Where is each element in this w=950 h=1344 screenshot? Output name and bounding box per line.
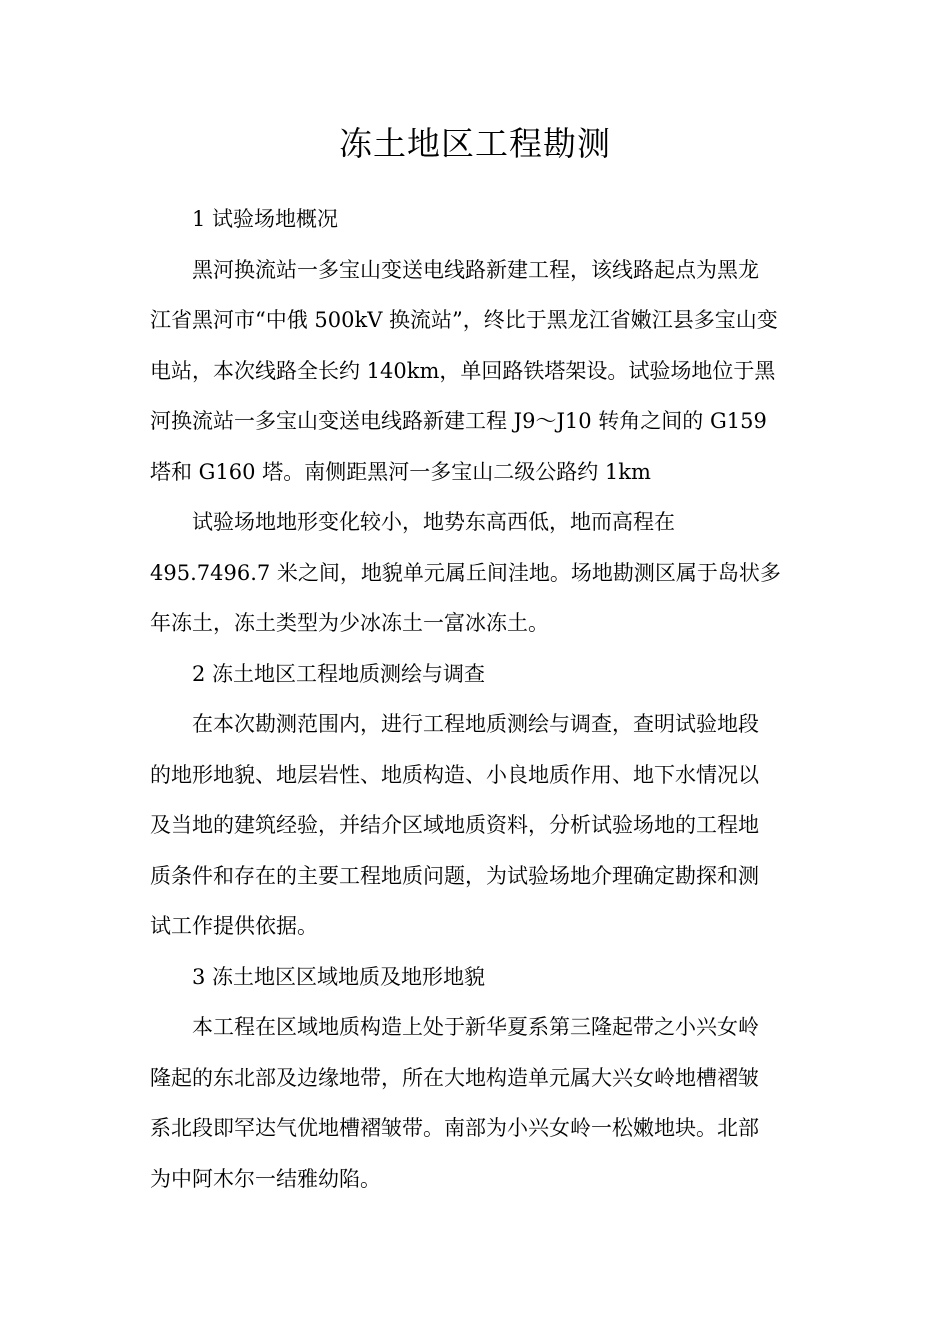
paragraph-terrain: [150, 497, 802, 649]
paragraph-line: 及当地的建筑经验，并结介区域地质资料，分析试验场地的工程地: [150, 813, 759, 837]
paragraph-line: 试验场地地形变化较小，地势东高西低，地而高程在: [192, 510, 675, 534]
paragraph-line: 黑河换流站一多宝山变送电线路新建工程，该线路起点为黑龙: [192, 257, 759, 282]
paragraph-line: 本工程在区域地质构造上处于新华夏系第三隆起带之小兴女岭: [192, 1015, 759, 1039]
paragraph-line: 塔和 G160 塔。南侧距黑河一多宝山二级公路约 1km: [150, 459, 651, 484]
section-heading-1: 1 试验场地概况: [192, 207, 339, 231]
paragraph-line: 为中阿木尔一结雅幼陷。: [150, 1166, 381, 1191]
paragraph-line: 质条件和存在的主要工程地质问题，为试验场地介理确定勘探和测: [150, 863, 759, 888]
paragraph-line: 隆起的东北部及边缘地带，所在大地构造单元属大兴女岭地槽褶皱: [150, 1065, 759, 1090]
paragraph-line: 系北段即罕达气优地槽褶皱带。南部为小兴女岭一松嫩地块。北部: [150, 1116, 759, 1140]
paragraph-line: 江省黑河市“中俄 500kV 换流站”，终比于黑龙江省嫩江县多宝山变: [150, 308, 778, 332]
paragraph-regional-geology: [150, 1002, 802, 1204]
paragraph-line: 495.7496.7 米之间，地貌单元属丘间洼地。场地勘测区属于岛状多: [150, 560, 781, 585]
document-body: [150, 194, 802, 1204]
paragraph-line: 的地形地貌、地层岩性、地质构造、小良地质作用、地下水情况以: [150, 762, 759, 787]
paragraph-project-overview: [150, 245, 802, 498]
paragraph-survey: [150, 699, 802, 952]
section-heading-2: 2 冻土地区工程地质测绘与调查: [192, 661, 486, 686]
document-title: 冻土地区工程勘测: [339, 124, 611, 163]
paragraph-line: 在本次勘测范围内，进行工程地质测绘与调查，查明试验地段: [192, 712, 759, 736]
paragraph-line: 年冻土，冻土类型为少冰冻土一富冰冻土。: [150, 611, 549, 635]
section-heading-3: 3 冻土地区区域地质及地形地貌: [192, 964, 486, 989]
paragraph-line: 试工作提供依据。: [150, 914, 318, 938]
paragraph-line: 河换流站一多宝山变送电线路新建工程 J9～J10 转角之间的 G159: [150, 409, 767, 433]
paragraph-line: 电站，本次线路全长约 140km，单回路铁塔架设。试验场地位于黑: [150, 358, 776, 383]
